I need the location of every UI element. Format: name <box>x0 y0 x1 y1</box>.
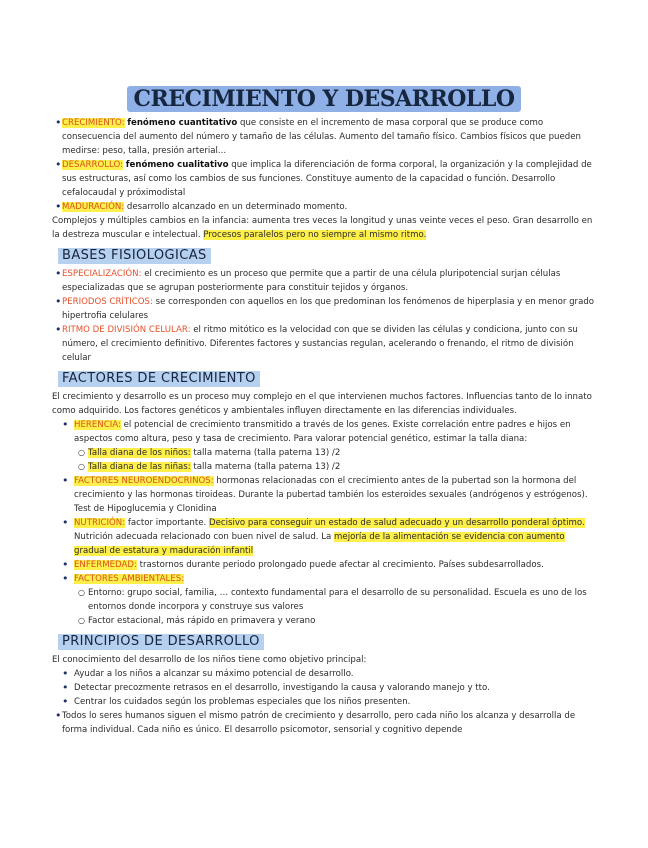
crecimiento-bold: fenómeno cuantitativo <box>127 118 238 128</box>
maduracion-text: desarrollo alcanzado en un determinado momento. <box>124 202 348 212</box>
nutricion-text-2: Nutrición adecuada relacionado con buen nivel de salud. La <box>74 532 335 542</box>
neuro-term: FACTORES NEUROENDOCRINOS: <box>74 476 214 486</box>
ambientales-item <box>52 572 600 586</box>
ritmo-term: RITMO DE DIVISIÓN CELULAR: <box>62 325 191 335</box>
enfermedad-term: ENFERMEDAD: <box>74 560 137 570</box>
desarrollo-item <box>52 158 600 200</box>
complejos-highlight: Procesos paralelos pero no siempre al mismo ritmo. <box>203 230 427 240</box>
especializacion-text: el crecimiento es un proceso que permite que a partir de una célula pluripotencial surjan células especializadas que se agrupan posteriormente para constituir tejidos y órganos. <box>62 269 561 293</box>
herencia-text: el potencial de crecimiento transmitido a través de los genes. Existe correlación entre padres e hijos en aspectos como altura, peso y tasa de crecimiento. Para valorar potencial genético, estimar la talla diana: <box>74 420 571 444</box>
nutricion-highlight-1: Decisivo para conseguir un estado de salud adecuado y un desarrollo ponderal óptimo. <box>208 518 585 528</box>
nutricion-highlight-2: mejoría de la alimentación se evidencia con aumento gradual de estatura y maduración infantil <box>74 532 565 556</box>
talla-ninos-formula: talla materna (talla paterna 13) /2 <box>190 448 341 458</box>
neuro-item <box>52 474 600 516</box>
desarrollo-text: que implica la diferenciación de forma corporal, la organización y la complejidad de sus estructuras, así como los cambios de sus funciones. Constituye aumento de la capacidad o función. Desarrollo cefalocaudal y próximodistal <box>62 160 592 198</box>
periodos-item <box>52 295 600 323</box>
maduracion-item <box>52 200 600 214</box>
principios-item-3: • Centrar los cuidados según los problemas especiales que los niños presenten. <box>52 695 600 709</box>
crecimiento-text: que consiste en el incremento de masa corporal que se produce como consecuencia del aumento del número y tamaño de las células. Aumento del tamaño físico. Cambios físicos que pueden medirse: peso, talla, presión arterial... <box>62 118 581 156</box>
principios-final: • Todos lo seres humanos siguen el mismo patrón de crecimiento y desarrollo, pero cada niño los alcanza y desarrolla de forma individual. Cada niño es único. El desarrollo psicomotor, sensorial y cognitivo depende <box>52 709 600 737</box>
talla-ninas-label: Talla diana de las niñas: <box>88 462 191 472</box>
nutricion-term: NUTRICIÓN: <box>74 518 126 528</box>
entorno-item: ○ Entorno: grupo social, familia, … contexto fundamental para el desarrollo de su personalidad. Escuela es uno de los entornos donde incorpora y construye sus valores <box>52 586 600 614</box>
desarrollo-bold: fenómeno cualitativo <box>125 160 229 170</box>
principios-intro: El conocimiento del desarrollo de los niños tiene como objetivo principal: <box>52 655 367 665</box>
neuro-text: hormonas relacionadas con el crecimiento antes de la pubertad son la hormona del crecimiento y las hormonas tiroideas. Durante la pubertad también los esteroides sexuales (andrógenos y estrógenos). Test de Hipoglucemia y Clonidina <box>74 476 588 514</box>
bases-heading: BASES FISIOLOGICAS <box>58 248 211 264</box>
talla-ninas-item <box>52 460 600 474</box>
herencia-item <box>52 418 600 446</box>
enfermedad-item <box>52 558 600 572</box>
estacional-item: ○ Factor estacional, más rápido en primavera y verano <box>52 614 600 628</box>
notes-body <box>52 116 600 737</box>
principios-heading: PRINCIPIOS DE DESARROLLO <box>58 634 264 650</box>
complejos-paragraph <box>52 214 600 242</box>
principios-item-1: • Ayudar a los niños a alcanzar su máximo potencial de desarrollo. <box>52 667 600 681</box>
crecimiento-term: CRECIMIENTO: <box>62 118 125 128</box>
factores-intro: El crecimiento y desarrollo es un proceso muy complejo en el que intervienen muchos factores. Influencias tanto de lo innato como adquirido. Los factores genéticos y ambientales influyen directamente en las diferencias individuales. <box>52 392 592 416</box>
ritmo-item <box>52 323 600 365</box>
nutricion-text-1: factor importante. <box>125 518 209 528</box>
page-title: CRECIMIENTO Y DESARROLLO <box>127 86 520 112</box>
periodos-text: se corresponden con aquellos en los que predominan los fenómenos de hiperplasia y en menor grado hipertrofia celulares <box>62 297 595 321</box>
desarrollo-term: DESARROLLO: <box>62 160 124 170</box>
especializacion-item <box>52 267 600 295</box>
crecimiento-item <box>52 116 600 158</box>
factores-heading: FACTORES DE CRECIMIENTO <box>58 371 260 387</box>
ritmo-text: el ritmo mitótico es la velocidad con que se dividen las células y condiciona, junto con su número, el crecimiento definitivo. Diferentes factores y sustancias regulan, acelerando o frenando, el ritmo de división celular <box>62 325 578 363</box>
talla-ninas-formula: talla materna (talla paterna 13) /2 <box>190 462 341 472</box>
periodos-term: PERIODOS CRÍTICOS: <box>62 297 153 307</box>
herencia-term: HERENCIA: <box>74 420 121 430</box>
maduracion-term: MADURACIÓN: <box>62 202 125 212</box>
complejos-text: Complejos y múltiples cambios en la infancia: aumenta tres veces la longitud y unas veinte veces el peso. Gran desarrollo en la destreza muscular e intelectual. <box>52 216 593 240</box>
ambientales-term: FACTORES AMBIENTALES: <box>74 574 185 584</box>
talla-ninos-label: Talla diana de los niños: <box>88 448 191 458</box>
principios-item-2: • Detectar precozmente retrasos en el desarrollo, investigando la causa y valorando manejo y tto. <box>52 681 600 695</box>
talla-ninos-item <box>52 446 600 460</box>
enfermedad-text: trastornos durante periodo prolongado puede afectar al crecimiento. Países subdesarrollados. <box>136 560 544 570</box>
especializacion-term: ESPECIALIZACIÓN: <box>62 269 142 279</box>
nutricion-item <box>52 516 600 558</box>
